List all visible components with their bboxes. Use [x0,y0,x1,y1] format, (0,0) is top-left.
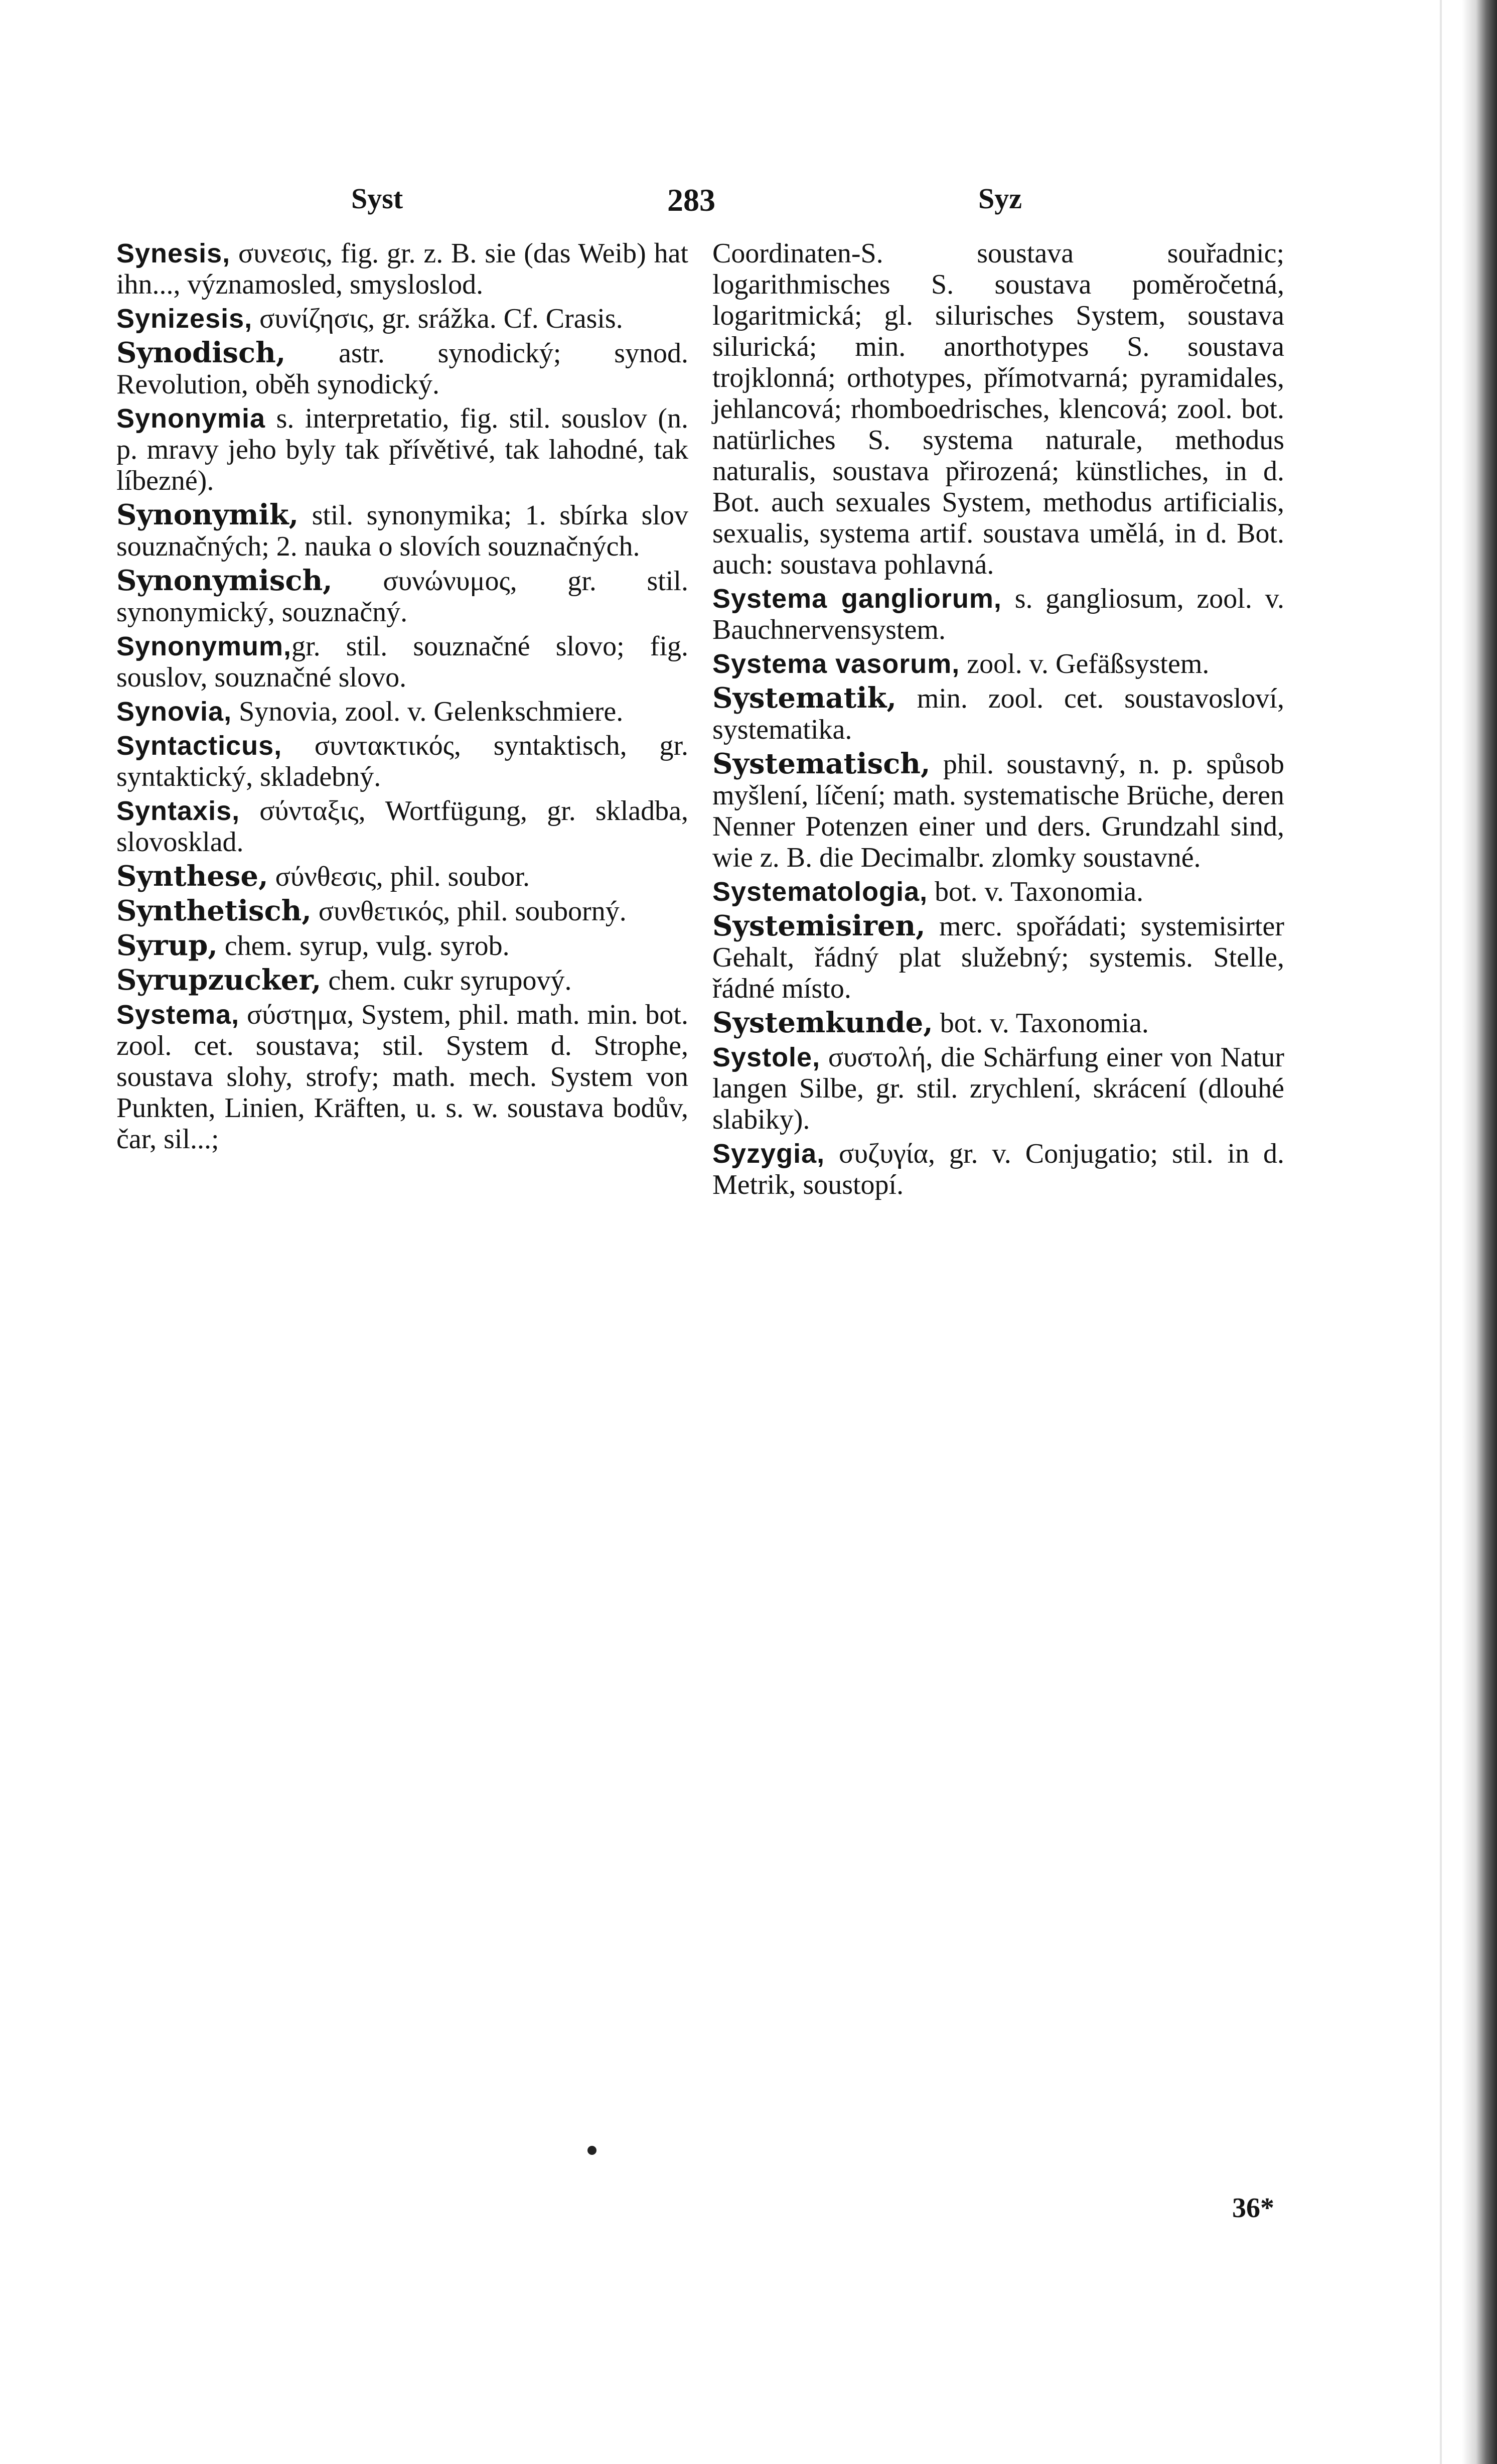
entry-headword: Synonymisch, [116,564,333,597]
entry-definition: s. gangliosum, zool. v. Bauchnervensystem. [712,583,1284,645]
dictionary-entry [712,748,1284,873]
dictionary-entry [116,631,688,693]
entry-headword: Syntacticus, [116,731,282,761]
dictionary-entry [712,1007,1284,1039]
dictionary-entry [712,583,1284,645]
entry-headword: Systema, [116,1000,240,1030]
entry-headword: Systole, [712,1042,821,1072]
signature-mark: 36* [1232,2193,1274,2224]
entry-headword: Synonymia [116,403,266,434]
dictionary-entry [116,730,688,792]
dictionary-entry [712,1042,1284,1135]
dictionary-entry [116,861,688,892]
entry-definition: συζυγία, gr. v. Conjugatio; stil. in d. Metrik, soustopí. [712,1138,1284,1200]
entry-definition: merc. spořádati; systemisirter Gehalt, řádný plat služebný; systemis. Stelle, řádné místo. [712,911,1284,1004]
entry-headword: Syrupzucker, [116,964,322,997]
entry-definition: zool. v. Gefäßsystem. [960,648,1210,679]
entry-definition: chem. syrup, vulg. syrob. [217,930,510,962]
left-column [116,238,688,1158]
dictionary-entry [712,1138,1284,1200]
dictionary-entry [116,696,688,727]
entry-definition: bot. v. Taxonomia. [928,876,1144,907]
entry-headword: Systemkunde, [712,1006,933,1039]
dictionary-entry [712,682,1284,745]
dictionary-entry [116,895,688,927]
entry-definition: bot. v. Taxonomia. [933,1008,1149,1039]
dictionary-entry [116,337,688,400]
ink-dot [587,2146,596,2155]
entry-definition: min. zool. cet. soustavosloví, systematika. [712,683,1284,745]
dictionary-entry [712,910,1284,1004]
entry-headword: Synesis, [116,238,231,268]
dictionary-entry [116,930,688,962]
entry-definition: συνθετικός, phil. souborný. [311,896,627,927]
page-fold-line [1440,0,1442,2464]
entry-headword: Systemisiren, [712,909,926,942]
dictionary-entry [116,499,688,562]
header-right-guide-word: Syz [978,182,1022,215]
dictionary-entry [116,238,688,300]
dictionary-entry [116,403,688,496]
page-number: 283 [667,182,715,218]
entry-definition: phil. soustavný, n. p. spůsob myšlení, líčení; math. systematische Brüche, deren Nenner Potenzen einer und ders. Grundzahl sind, wie z. B. die Decimalbr. zlomky soustavné. [712,749,1284,873]
entry-headword: Syntaxis, [116,796,240,826]
entry-definition: συνεσις, fig. gr. z. B. sie (das Weib) hat ihn..., významosled, smysloslod. [116,238,688,300]
entry-definition: σύνταξις, Wortfügung, gr. skladba, slovosklad. [116,795,688,858]
entry-headword: Synonymum, [116,631,292,661]
entry-definition: συστολή, die Schärfung einer von Natur langen Silbe, gr. stil. zrychlení, skrácení (dlouhé slabiky). [712,1042,1284,1135]
entry-headword: Systematisch, [712,747,931,780]
entry-headword: Systematologia, [712,877,928,907]
entry-definition: chem. cukr syrupový. [321,965,572,996]
entry-definition: s. interpretatio, fig. stil. souslov (n. p. mravy jeho byly tak přívětivé, tak lahodné, tak líbezné). [116,403,688,496]
entry-headword: Synthetisch, [116,894,312,927]
dictionary-entry [116,999,688,1155]
page-edge-shadow [1462,0,1497,2464]
dictionary-entry [116,965,688,996]
right-column [712,238,1284,1203]
entry-definition: συνώνυμος, gr. stil. synonymický, souznačný. [116,566,688,628]
entry-headword: Systematik, [712,681,896,715]
entry-definition: Synovia, zool. v. Gelenkschmiere. [232,696,624,727]
dictionary-entry [116,795,688,858]
entry-headword: Syrup, [116,929,218,962]
entry-headword: Synthese, [116,860,268,893]
entry-definition: συντακτικός, syntaktisch, gr. syntaktický, skladebný. [116,730,688,792]
dictionary-entry [712,648,1284,679]
dictionary-entry [712,876,1284,907]
entry-definition: σύστημα, System, phil. math. min. bot. zool. cet. soustava; stil. System d. Strophe, soustava slohy, strofy; math. mech. System von Punkten, Linien, Kräften, u. s. w. soustava bodův, čar, sil...; [116,999,688,1155]
entry-headword: Synodisch, [116,336,286,369]
entry-definition: σύνθεσις, phil. soubor. [268,861,530,892]
entry-definition: stil. synonymika; 1. sbírka slov souznačných; 2. nauka o slovích souznačných. [116,500,688,562]
entry-headword: Systema gangliorum, [712,584,1002,614]
entry-definition: astr. synodický; synod. Revolution, oběh synodický. [116,338,688,400]
entry-headword: Synovia, [116,697,232,727]
dictionary-entry [116,303,688,334]
entry-headword: Syzygia, [712,1139,825,1169]
entry-headword: Synonymik, [116,498,299,531]
entry-definition: συνίζησις, gr. srážka. Cf. Crasis. [252,303,623,334]
entry-definition: gr. stil. souznačné slovo; fig. souslov, souznačné slovo. [116,631,688,693]
header-left-guide-word: Syst [351,182,403,215]
entry-headword: Systema vasorum, [712,649,960,679]
dictionary-entry [116,565,688,628]
entry-definition: Coordinaten-S. soustava souřadnic; logarithmisches S. soustava poměročetná, logaritmická; gl. silurisches System, soustava silurická; min. anorthotypes S. soustava trojklonná; orthotypes, přímotvarná; pyramidales, jehlancová; rhomboedrisches, klencová; zool. bot. natürliches S. systema naturale, methodus naturalis, soustava přirozená; künstliches, in d. Bot. auch sexuales System, methodus artificialis, sexualis, systema artif. soustava umělá, in d. Bot. auch: soustava pohlavná. [712,238,1284,580]
entry-headword: Synizesis, [116,304,253,334]
running-header [120,182,1234,227]
dictionary-entry-continuation [712,238,1284,580]
